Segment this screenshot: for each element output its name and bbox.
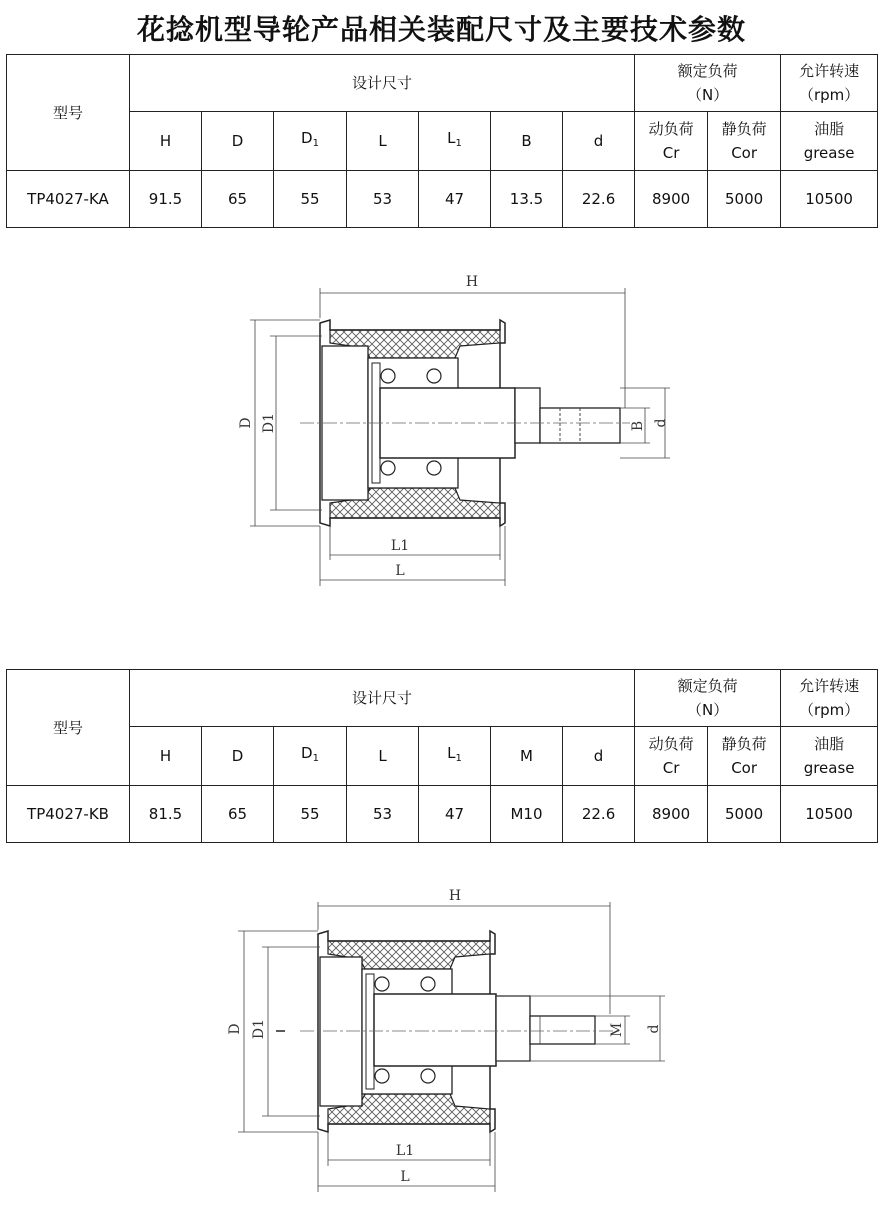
table-cell: 22.6 — [563, 786, 635, 843]
header-model: 型号 — [7, 55, 130, 171]
col-d: D — [202, 727, 274, 786]
spec-table-kb — [6, 669, 878, 843]
header-rated-load: 额定负荷 （N） — [635, 55, 781, 112]
col-static-load: 静负荷 Cor — [708, 727, 781, 786]
table-cell: 55 — [274, 171, 347, 228]
col-dynamic-load: 动负荷 Cr — [635, 727, 708, 786]
col-d1: $D_1$ — [274, 727, 347, 786]
col-l: L — [347, 727, 419, 786]
table-cell: 53 — [347, 786, 419, 843]
table-cell: 55 — [274, 786, 347, 843]
dim-label-l: L — [400, 1169, 410, 1185]
table-cell: 13.5 — [491, 171, 563, 228]
dim-label-d: D — [238, 417, 254, 429]
table-cell: 5000 — [708, 171, 781, 228]
dim-label-dd: d — [653, 418, 669, 428]
col-dynamic-load: 动负荷 Cr — [635, 112, 708, 171]
cell-model: TP4027-KA — [7, 171, 130, 228]
guide-wheel-drawing-kb — [0, 884, 883, 1204]
col-b: B — [491, 112, 563, 171]
table-cell: 10500 — [781, 171, 878, 228]
dim-label-h: H — [448, 888, 462, 904]
dim-label-d1: D1 — [251, 1018, 267, 1040]
table-cell: M10 — [491, 786, 563, 843]
table-cell: 5000 — [708, 786, 781, 843]
col-m: M — [491, 727, 563, 786]
table-cell: 47 — [419, 171, 491, 228]
table-cell: 8900 — [635, 786, 708, 843]
col-l: L — [347, 112, 419, 171]
guide-wheel-drawing-ka — [0, 268, 883, 598]
col-static-load: 静负荷 Cor — [708, 112, 781, 171]
table-cell: 81.5 — [130, 786, 202, 843]
col-dd: d — [563, 727, 635, 786]
col-dd: d — [563, 112, 635, 171]
dim-label-l1: L1 — [395, 1143, 415, 1159]
col-d1: $D_1$ — [274, 112, 347, 171]
col-l1: $L_1$ — [419, 112, 491, 171]
header-model: 型号 — [7, 670, 130, 786]
dim-label-l1: L1 — [390, 538, 410, 554]
header-rated-load: 额定负荷 （N） — [635, 670, 781, 727]
table-row — [7, 786, 878, 843]
dim-label-dd: d — [646, 1024, 662, 1034]
spec-table-ka — [6, 54, 878, 228]
dim-label-d1: D1 — [261, 412, 277, 434]
table-cell: 10500 — [781, 786, 878, 843]
dim-label-h: H — [465, 274, 479, 290]
table-cell: 22.6 — [563, 171, 635, 228]
col-grease: 油脂 grease — [781, 727, 878, 786]
header-design-dims: 设计尺寸 — [130, 670, 635, 727]
header-allowed-speed: 允许转速 （rpm） — [781, 55, 878, 112]
cell-model: TP4027-KB — [7, 786, 130, 843]
table-cell: 91.5 — [130, 171, 202, 228]
table-cell: 65 — [202, 171, 274, 228]
col-h: H — [130, 727, 202, 786]
col-l1: $L_1$ — [419, 727, 491, 786]
header-allowed-speed: 允许转速 （rpm） — [781, 670, 878, 727]
col-d: D — [202, 112, 274, 171]
page-title: 花捻机型导轮产品相关装配尺寸及主要技术参数 — [136, 13, 746, 46]
table-cell: 53 — [347, 171, 419, 228]
table-row — [7, 171, 878, 228]
dim-label-m: M — [609, 1022, 625, 1038]
table-cell: 8900 — [635, 171, 708, 228]
col-grease: 油脂 grease — [781, 112, 878, 171]
dim-label-d: D — [227, 1023, 243, 1035]
header-design-dims: 设计尺寸 — [130, 55, 635, 112]
col-h: H — [130, 112, 202, 171]
dim-label-b: B — [630, 420, 646, 432]
dim-label-l: L — [395, 563, 405, 579]
table-cell: 47 — [419, 786, 491, 843]
table-cell: 65 — [202, 786, 274, 843]
